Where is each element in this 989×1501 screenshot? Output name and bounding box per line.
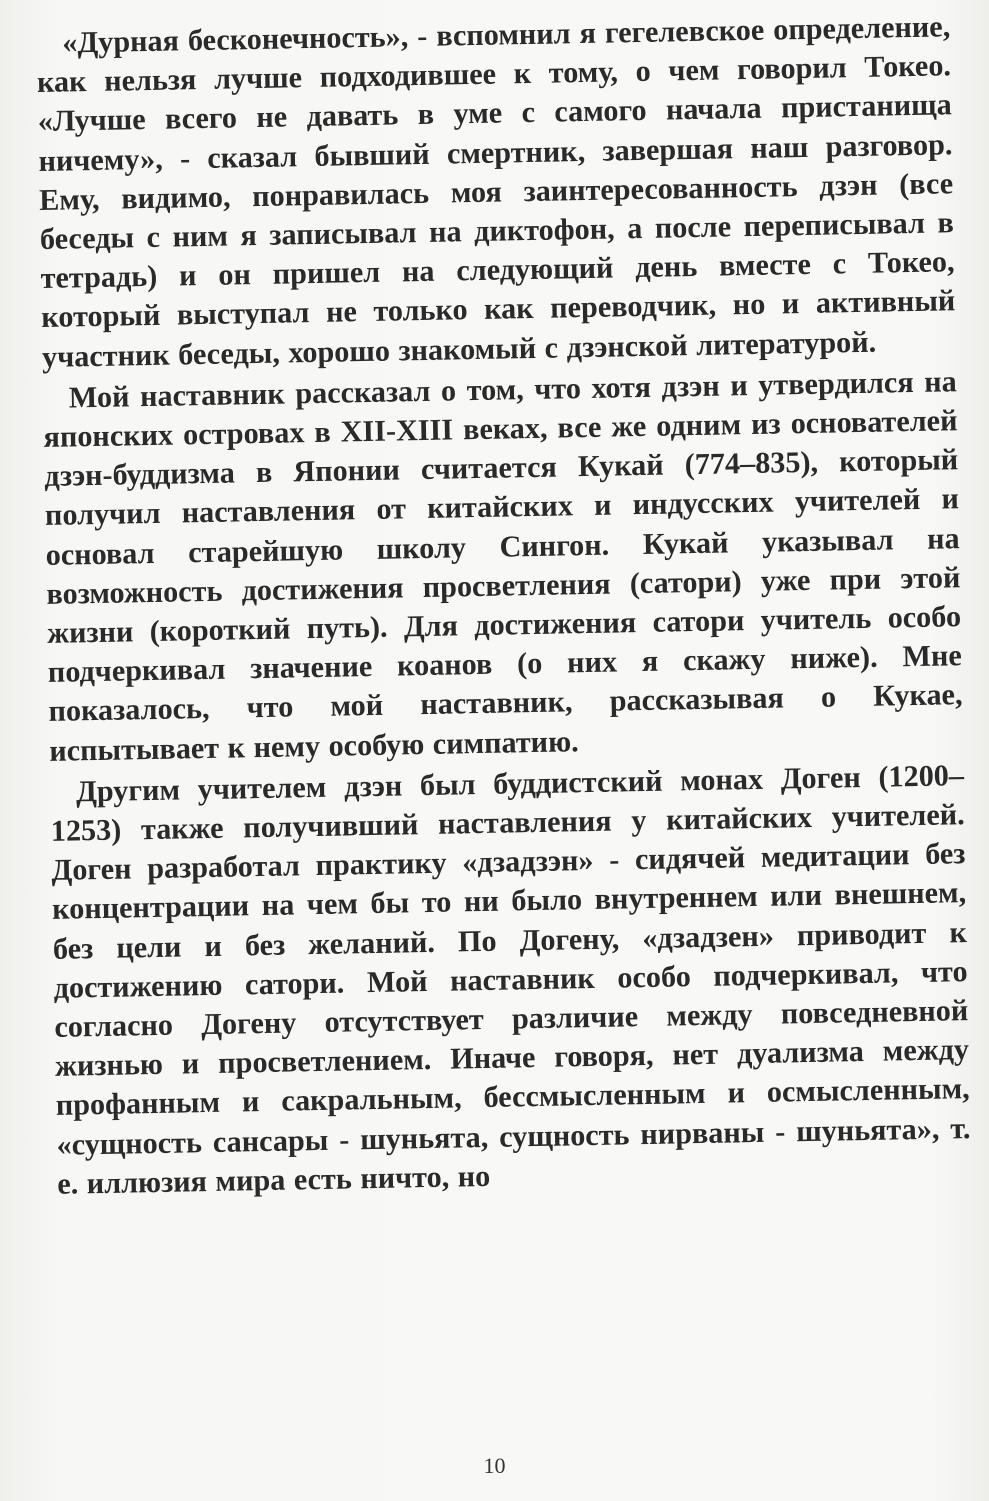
- paragraph-3: Другим учителем дзэн был буддистский монах Доген (1200–1253) также получивший наставления у китайских учителей. Доген разработал практику «дзадзэн» - сидячей медитации без концентрации на чем бы то ни было внутреннем или внешнем, без цели и без желаний. По Догену, «дзадзен» приводит к достижению сатори. Мой наставник особо подчеркивал, что согласно Догену отсутствует различие между повседневной жизнью и просветлением. Иначе говоря, нет дуализма между профанным и сакральным, бессмысленным и осмысленным, «сущность сансары - шуньята, сущность нирваны - шуньята», т. е. иллюзия мира есть ничто, но: [50, 757, 971, 1201]
- paragraph-1: «Дурная бесконечность», - вспомнил я гегелевское определение, как нельзя лучше подходившее к тому, о чем говорил Токео. «Лучше всего не давать в уме с самого начала пристанища ничему», - сказал бывший смертник, завершая наш разговор. Ему, видимо, понравилась моя заинтересованность дзэн (все беседы с ним я записывал на диктофон, а после переписывал в тетрадь) и он пришел на следующий день вместе с Токео, который выступал не только как переводчик, но и активный участник беседы, хорошо знакомый с дзэнской литературой.: [36, 9, 956, 374]
- paragraph-2: Мой наставник рассказал о том, что хотя дзэн и утвердился на японских островах в XII-XIII веках, все же одним из основателей дзэн-буддизма в Японии считается Кукай (774–835), который получил наставления от китайских и индусских учителей и основал старейшую школу Сингон. Кукай указывал на возможность достижения просветления (сатори) уже при этой жизни (короткий путь). Для достижения сатори учитель особо подчеркивал значение коанов (о них я скажу ниже). Мне показалось, что мой наставник, рассказывая о Кукае, испытывает к нему особую симпатию.: [43, 364, 963, 768]
- page-body-text: [36, 7, 971, 1204]
- page-number: 10: [483, 1453, 506, 1478]
